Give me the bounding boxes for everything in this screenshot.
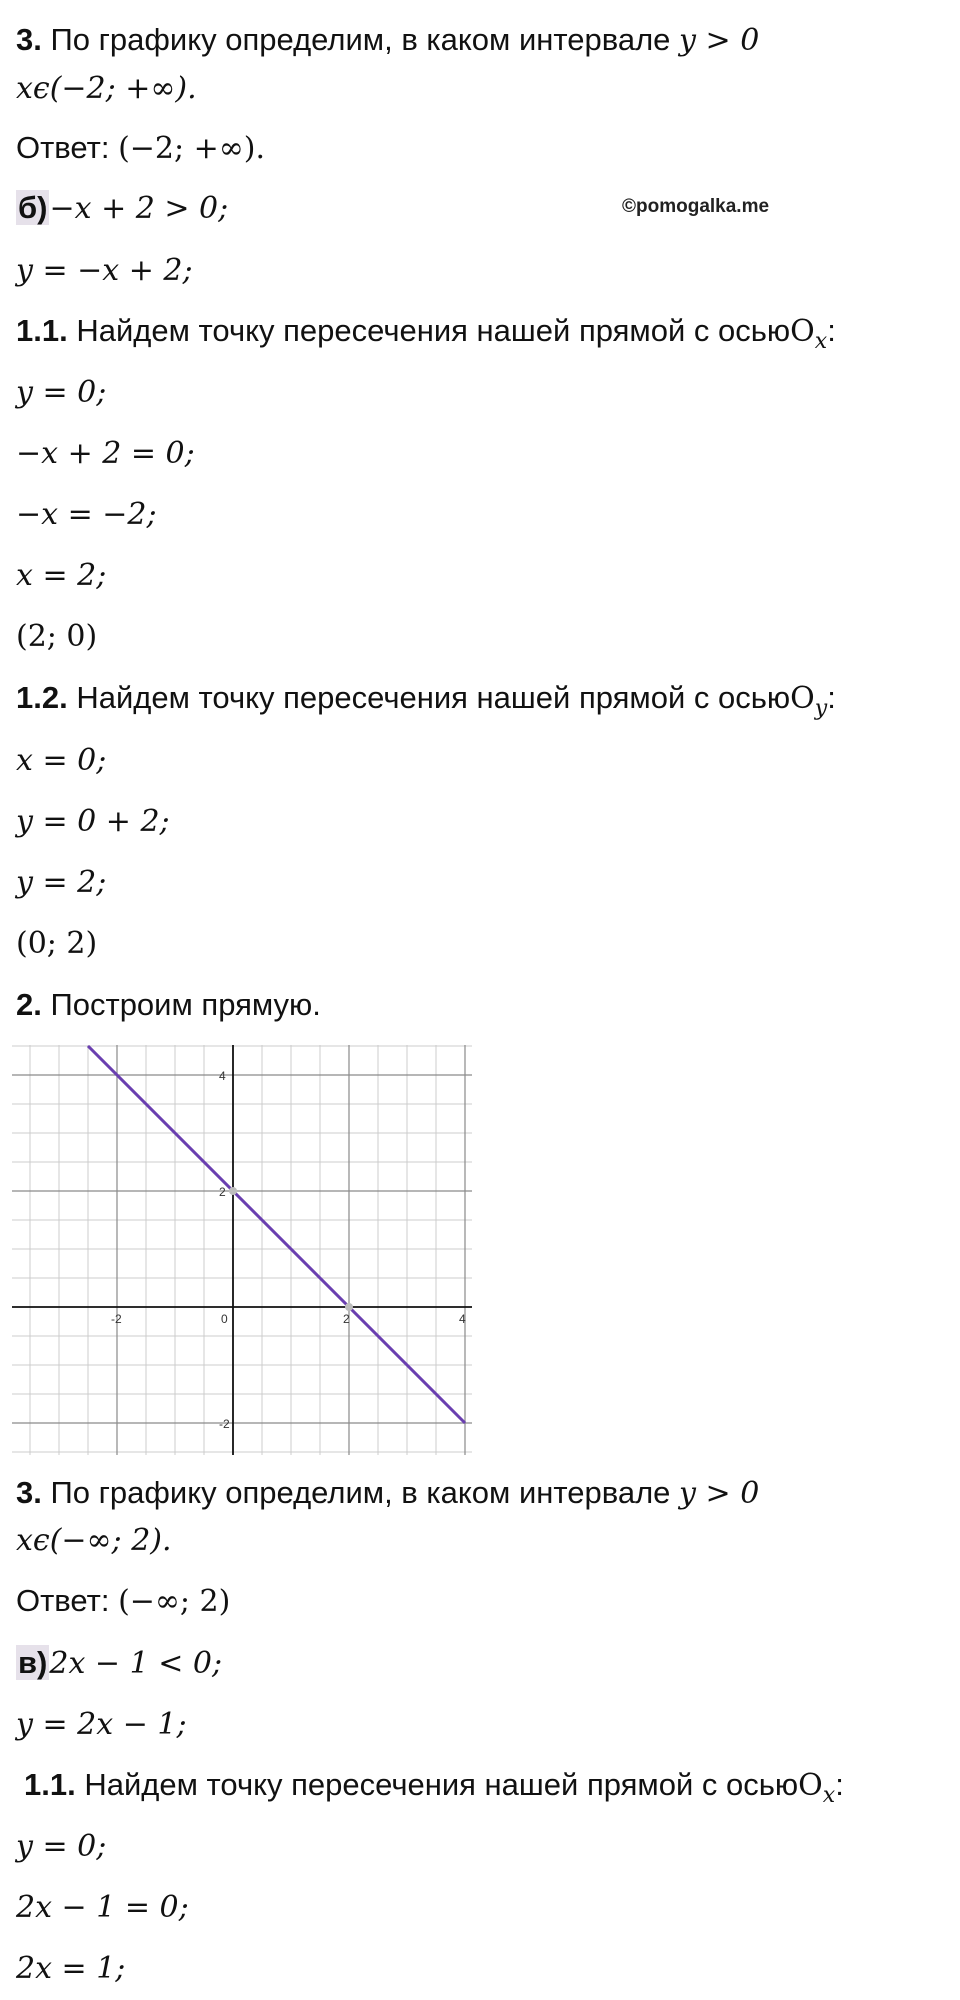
step-number: 1.2. — [16, 680, 68, 715]
part-v-inequality — [16, 1643, 222, 1684]
intersection-point — [229, 1187, 237, 1195]
math-expression: y > 0 — [679, 1476, 760, 1511]
x-tick-label: 0 — [221, 1312, 228, 1326]
answer-value: (−∞; 2) — [118, 1584, 231, 1619]
axis-name: O — [790, 681, 815, 716]
equation-line — [16, 494, 157, 535]
axis-subscript: y — [814, 696, 828, 722]
function-line — [16, 1704, 187, 1745]
math-expression: y = 0; — [16, 1829, 107, 1864]
step-text: По графику определим, в каком интервале — [41, 1475, 680, 1510]
y-tick-label: -2 — [219, 1417, 230, 1431]
math-expression: y > 0 — [679, 23, 760, 58]
axis-subscript: x — [814, 329, 828, 355]
point-coordinates: (2; 0) — [16, 619, 98, 654]
watermark: ©pomogalka.me — [622, 196, 770, 217]
point-line — [16, 923, 97, 964]
math-expression: y = 0; — [16, 375, 107, 410]
step-number: 2. — [16, 987, 42, 1022]
point-line — [16, 616, 97, 657]
equation-line — [16, 372, 106, 413]
function-line — [16, 250, 193, 291]
answer-line — [16, 1581, 230, 1622]
equation-line — [16, 1887, 189, 1928]
axis-subscript: x — [822, 1783, 836, 1809]
function-line-plot — [88, 1046, 465, 1423]
point-coordinates: (0; 2) — [16, 926, 98, 961]
math-expression: 2x = 1; — [16, 1951, 126, 1986]
math-expression: −x + 2 > 0; — [49, 191, 229, 226]
interval-result-line — [16, 1520, 172, 1561]
equation-line — [16, 801, 170, 842]
answer-label: Ответ: — [16, 130, 119, 165]
step-heading-plot — [16, 985, 321, 1025]
math-expression: 2x − 1 = 0; — [16, 1890, 189, 1925]
colon: : — [827, 680, 836, 715]
step-number: 3. — [16, 22, 42, 57]
part-label: б) — [18, 190, 48, 225]
answer-value: (−2; +∞). — [118, 131, 266, 166]
x-tick-label: 4 — [459, 1312, 466, 1326]
math-expression: y = 2; — [16, 865, 107, 900]
interval-result-line — [16, 68, 197, 109]
step-heading-ox — [24, 1765, 844, 1816]
step-text: Найдем точку пересечения нашей прямой с осью — [67, 680, 791, 715]
math-expression: y = 0 + 2; — [16, 804, 170, 839]
math-expression: y = −x + 2; — [16, 253, 193, 288]
line-graph — [12, 1045, 472, 1455]
intersection-point — [345, 1303, 353, 1311]
equation-line — [16, 862, 106, 903]
axis-name: O — [798, 1768, 823, 1803]
answer-label: Ответ: — [16, 1583, 119, 1618]
equation-line — [16, 1948, 125, 1989]
answer-line — [16, 128, 265, 169]
step-number: 3. — [16, 1475, 42, 1510]
math-expression: xϵ(−∞; 2). — [16, 1523, 172, 1558]
x-tick-label: -2 — [111, 1312, 122, 1326]
equation-line — [16, 555, 106, 596]
y-tick-label: 2 — [219, 1185, 226, 1199]
y-tick-label: 4 — [219, 1069, 226, 1083]
part-label: в) — [18, 1645, 48, 1680]
step-heading-ox — [16, 311, 836, 362]
equation-line — [16, 1826, 106, 1867]
equation-line — [16, 433, 195, 474]
colon: : — [835, 1767, 844, 1802]
step-text: Найдем точку пересечения нашей прямой с осью — [67, 313, 791, 348]
colon: : — [827, 313, 836, 348]
equation-line — [16, 740, 106, 781]
step-heading-oy — [16, 678, 836, 729]
step-text: Найдем точку пересечения нашей прямой с осью — [75, 1767, 799, 1802]
math-expression: 2x − 1 < 0; — [49, 1646, 223, 1681]
step-number: 1.1. — [16, 313, 68, 348]
interval-question-line — [16, 20, 759, 61]
axis-name: O — [790, 314, 815, 349]
math-expression: x = 2; — [16, 558, 107, 593]
math-expression: x = 0; — [16, 743, 107, 778]
math-expression: −x + 2 = 0; — [16, 436, 195, 471]
part-b-inequality — [16, 188, 228, 229]
math-expression: y = 2x − 1; — [16, 1707, 187, 1742]
x-tick-label: 2 — [343, 1312, 350, 1326]
step-text: Построим прямую. — [41, 987, 321, 1022]
interval-question-line — [16, 1473, 759, 1514]
math-expression: xϵ(−2; +∞). — [16, 71, 197, 106]
step-text: По графику определим, в каком интервале — [50, 22, 680, 57]
math-expression: −x = −2; — [16, 497, 157, 532]
step-number: 1.1. — [24, 1767, 76, 1802]
